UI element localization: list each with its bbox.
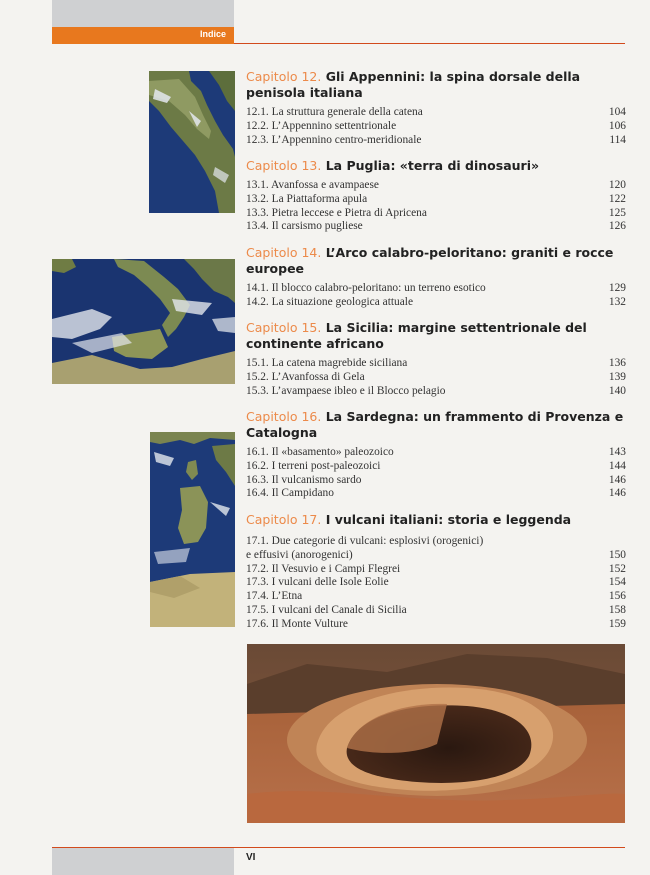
toc-entry-text: 17.3. I vulcani delle Isole Eolie <box>246 576 389 589</box>
toc-entry <box>246 371 626 385</box>
chapter-number: Capitolo 15. <box>246 320 322 335</box>
chapter-number: Capitolo 16. <box>246 409 322 424</box>
chapter-number: Capitolo 14. <box>246 245 322 260</box>
toc-entry <box>246 474 626 488</box>
chapter-title-text: I vulcani italiani: storia e leggenda <box>325 512 572 527</box>
toc-entry-page: 146 <box>608 487 626 500</box>
toc-entry <box>246 385 626 399</box>
chapter-13 <box>246 158 626 234</box>
chapter-title-text: Gli Appennini: la spina dorsale della penisola italiana <box>246 69 581 100</box>
satellite-image-apennines <box>149 71 235 213</box>
toc-entry <box>246 460 626 474</box>
toc-entry-text: 13.4. Il carsismo pugliese <box>246 220 363 233</box>
chapter-title <box>246 245 626 277</box>
toc-entry-page: 156 <box>608 590 626 603</box>
toc-entry-page: 120 <box>608 179 626 191</box>
toc-entry <box>246 357 626 371</box>
toc-entry-text: 12.1. La struttura generale della catena <box>246 106 423 118</box>
toc-entry-page: 143 <box>608 446 626 458</box>
toc-entry <box>246 282 626 296</box>
toc-entry-page: 150 <box>608 548 626 561</box>
toc-entry-text: 12.3. L’Appennino centro-meridionale <box>246 133 422 146</box>
toc-entry <box>246 535 626 549</box>
chapter-title <box>246 69 626 101</box>
footer-grey-block <box>52 848 234 875</box>
toc-entry-page: 146 <box>608 473 626 486</box>
toc-entry-text: e effusivi (anorogenici) <box>246 548 353 561</box>
toc-entry-page: 114 <box>609 133 626 146</box>
toc-entry <box>246 487 626 501</box>
toc-entry <box>246 549 626 563</box>
volcano-crater-photo <box>247 644 625 823</box>
chapter-number: Capitolo 17. <box>246 512 322 527</box>
toc-entry-text: 13.1. Avanfossa e avampaese <box>246 179 379 191</box>
section-label: Indice <box>199 29 226 39</box>
satellite-image-southern-italy <box>52 259 235 384</box>
toc-entry-page: 122 <box>608 192 626 205</box>
toc-entry-page: 125 <box>608 206 626 219</box>
toc-entry <box>246 296 626 310</box>
chapter-title-text: La Puglia: «terra di dinosauri» <box>325 158 540 173</box>
chapter-title <box>246 320 626 352</box>
toc-entry <box>246 220 626 234</box>
toc-entry-text: 15.3. L’avampaese ibleo e il Blocco pelagio <box>246 384 446 397</box>
toc-entry <box>246 604 626 618</box>
toc-entry-text: 16.2. I terreni post-paleozoici <box>246 459 381 472</box>
toc-entry <box>246 207 626 221</box>
toc-entry <box>246 120 626 134</box>
page-number: VI <box>246 852 256 863</box>
chapter-14 <box>246 245 626 310</box>
satellite-image-sardinia-sicily <box>150 432 235 627</box>
toc-entry-page: 158 <box>608 603 626 616</box>
toc-entry-text: 13.3. Pietra leccese e Pietra di Apricena <box>246 206 427 219</box>
toc-entry <box>246 179 626 193</box>
toc-entry <box>246 193 626 207</box>
toc-entry-page: 144 <box>608 459 626 472</box>
section-tab <box>52 27 234 44</box>
chapter-16 <box>246 409 626 501</box>
toc-entry-text: 14.2. La situazione geologica attuale <box>246 295 413 308</box>
chapter-title <box>246 158 626 174</box>
toc-entry-page: 140 <box>608 384 626 397</box>
header-rule <box>234 43 625 44</box>
chapter-title-text: La Sardegna: un frammento di Provenza e Catalogna <box>246 409 624 440</box>
chapter-title-text: La Sicilia: margine settentrionale del continente africano <box>246 320 587 351</box>
toc-entry-page: 104 <box>608 106 626 118</box>
toc-entry-text: 15.1. La catena magrebide siciliana <box>246 357 408 369</box>
toc-entry-page: 132 <box>608 295 626 308</box>
toc-entry-page: 154 <box>608 576 626 589</box>
toc-entry <box>246 618 626 632</box>
toc-entry <box>246 106 626 120</box>
toc-entry-text: 17.1. Due categorie di vulcani: esplosivi (orogenici) <box>246 535 484 547</box>
toc-entry-text: 16.4. Il Campidano <box>246 487 334 500</box>
toc-entry-text: 16.3. Il vulcanismo sardo <box>246 473 362 486</box>
toc-entry-text: 12.2. L’Appennino settentrionale <box>246 119 397 132</box>
toc-entry-text: 14.1. Il blocco calabro-peloritano: un terreno esotico <box>246 282 486 294</box>
toc-entry <box>246 576 626 590</box>
toc-entry-text: 17.6. Il Monte Vulture <box>246 617 348 630</box>
toc-entry <box>246 446 626 460</box>
toc-entry-text: 17.4. L’Etna <box>246 590 303 603</box>
toc-entry <box>246 563 626 577</box>
toc-entry <box>246 134 626 148</box>
header-grey-block <box>52 0 234 27</box>
chapter-number: Capitolo 13. <box>246 158 322 173</box>
chapter-17 <box>246 512 626 632</box>
toc-entry-page: 136 <box>608 357 626 369</box>
toc-entry-page: 159 <box>608 617 626 630</box>
toc-entry <box>246 590 626 604</box>
toc-entry-page: 129 <box>608 282 626 294</box>
toc-entry-text: 15.2. L’Avanfossa di Gela <box>246 370 365 383</box>
toc-entry-text: 17.5. I vulcani del Canale di Sicilia <box>246 603 407 616</box>
chapter-title-text: L’Arco calabro-peloritano: graniti e rocce europee <box>246 245 614 276</box>
toc-entry-page: 106 <box>608 119 626 132</box>
chapter-12 <box>246 69 626 147</box>
chapter-title <box>246 409 626 441</box>
toc-entry-page: 126 <box>608 220 626 233</box>
chapter-title <box>246 512 626 528</box>
toc-entry-text: 17.2. Il Vesuvio e i Campi Flegrei <box>246 562 401 575</box>
toc-entry-page: 139 <box>608 370 626 383</box>
chapter-15 <box>246 320 626 398</box>
toc-entry-page: 152 <box>608 562 626 575</box>
toc-entry-text: 13.2. La Piattaforma apula <box>246 192 368 205</box>
chapter-number: Capitolo 12. <box>246 69 322 84</box>
toc-entry-text: 16.1. Il «basamento» paleozoico <box>246 446 394 458</box>
